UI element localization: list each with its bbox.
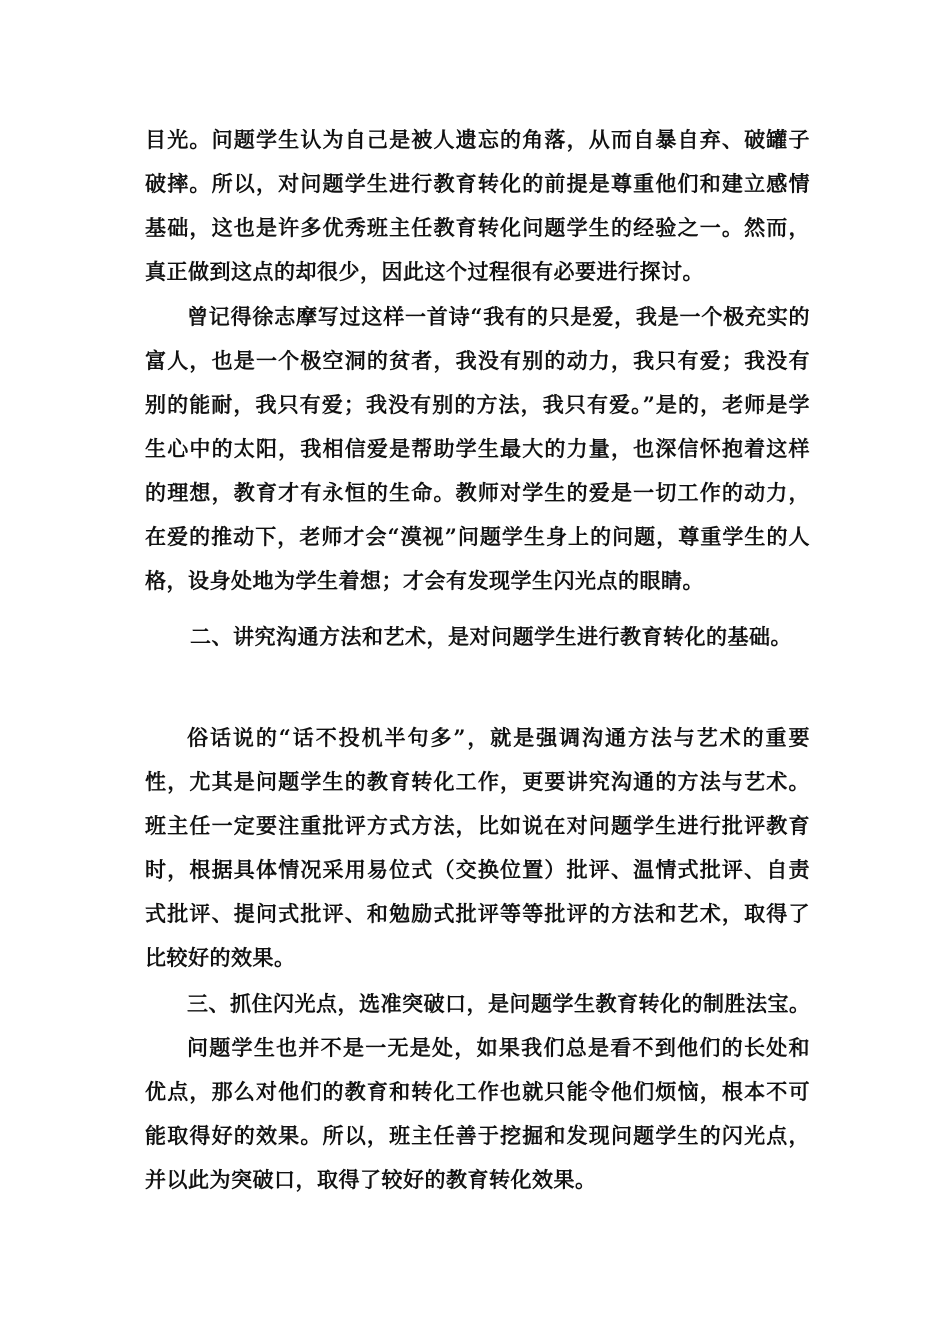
paragraph-4: 问题学生也并不是一无是处，如果我们总是看不到他们的长处和优点，那么对他们的教育和转化工作也就只能令他们烦恼，根本不可能取得好的效果。所以，班主任善于挖掘和发现问题学生的闪光点，并以此为突破口，取得了较好的教育转化效果。: [145, 1035, 810, 1192]
paragraph-2: 曾记得徐志摩写过这样一首诗“我有的只是爱，我是一个极充实的富人，也是一个极空洞的贫者，我没有别的动力，我只有爱；我没有别的能耐，我只有爱；我没有别的方法，我只有爱。”是的，老师是学生心中的太阳，我相信爱是帮助学生最大的力量，也深信怀抱着这样的理想，教育才有永恒的生命。教师对学生的爱是一切工作的动力，在爱的推动下，老师才会“漠视”问题学生身上的问题，尊重学生的人格，设身处地为学生着想；才会有发现学生闪光点的眼睛。: [145, 304, 810, 593]
paragraph-1: 目光。问题学生认为自己是被人遗忘的角落，从而自暴自弃、破罐子破摔。所以，对问题学生进行教育转化的前提是尊重他们和建立感情基础，这也是许多优秀班主任教育转化问题学生的经验之一。然而，真正做到这点的却很少，因此这个过程很有必要进行探讨。: [145, 127, 810, 284]
section-heading-3: 三、抓住闪光点，选准突破口，是问题学生教育转化的制胜法宝。: [187, 991, 811, 1016]
paragraph-3: 俗话说的“话不投机半句多”，就是强调沟通方法与艺术的重要性，尤其是问题学生的教育转化工作，更要讲究沟通的方法与艺术。班主任一定要注重批评方式方法，比如说在对问题学生进行批评教育时，根据具体情况采用易位式（交换位置）批评、温情式批评、自责式批评、提问式批评、和勉励式批评等等批评的方法和艺术，取得了比较好的效果。: [145, 725, 810, 970]
section-heading-2: 二、讲究沟通方法和艺术，是对问题学生进行教育转化的基础。: [190, 624, 792, 649]
